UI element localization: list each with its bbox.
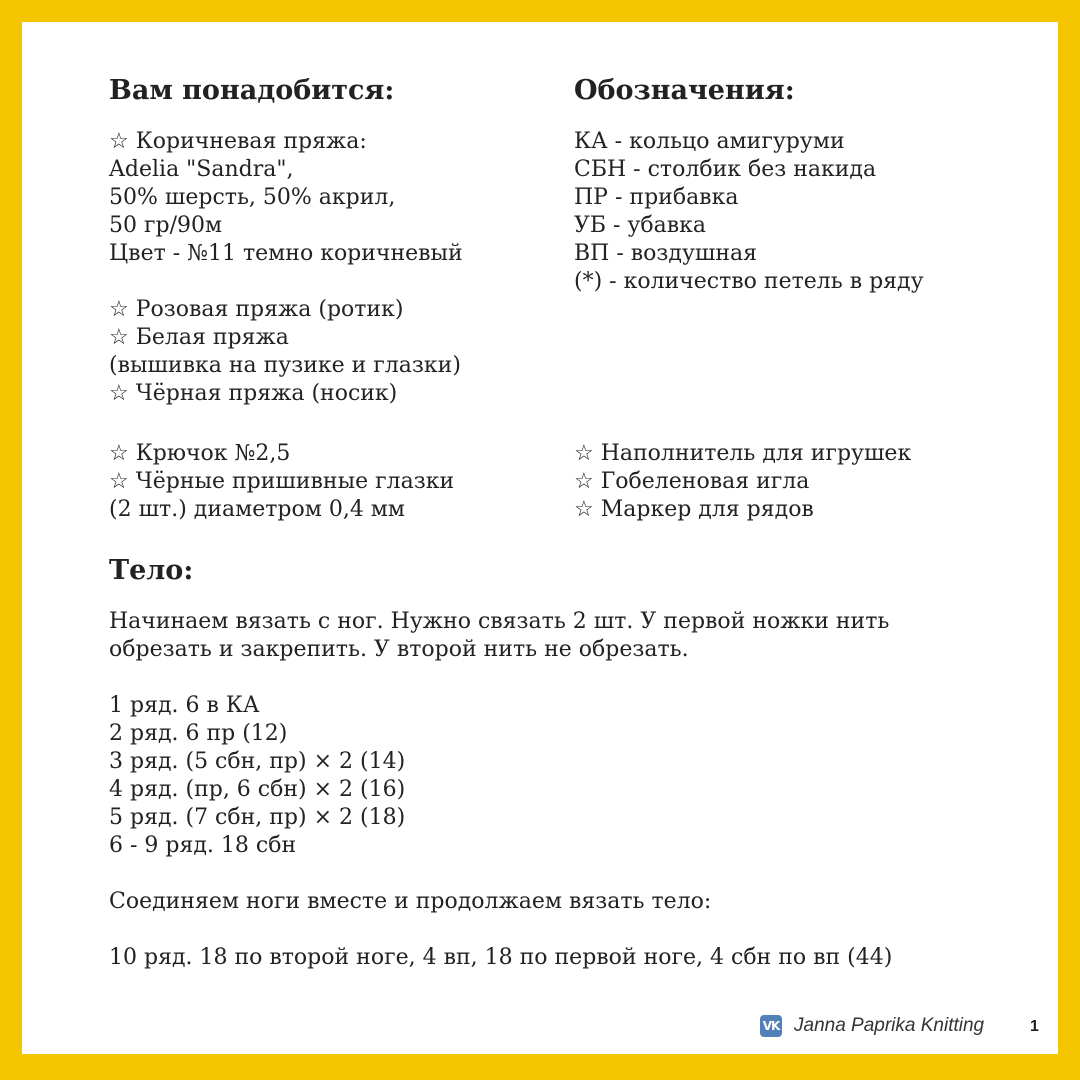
legend-column (574, 72, 1044, 296)
list-item: ВП - воздушная (574, 241, 758, 266)
pattern-row: 4 ряд. (пр, 6 сбн) × 2 (16) (109, 777, 406, 802)
list-item: КА - кольцо амигуруми (574, 129, 845, 154)
list-item: Adelia "Sandra", (109, 157, 294, 182)
pattern-row: 6 - 9 ряд. 18 сбн (109, 833, 297, 858)
list-item: ☆ Чёрная пряжа (носик) (109, 381, 398, 406)
brand-name[interactable]: Janna Paprika Knitting (794, 1015, 985, 1036)
body-section (109, 552, 1009, 972)
paragraph-line: обрезать и закрепить. У второй нить не обрезать. (109, 637, 689, 662)
tools-left-list (109, 440, 454, 524)
pattern-page (22, 22, 1058, 1054)
materials-column (109, 72, 559, 408)
body-heading: Тело: (109, 555, 194, 586)
list-item: ☆ Наполнитель для игрушек (574, 441, 912, 466)
list-item: ☆ Розовая пряжа (ротик) (109, 297, 404, 322)
yarn-brown-list (109, 128, 559, 268)
rows-list (109, 692, 1009, 860)
tools-right-list (574, 440, 911, 524)
list-item: 50% шерсть, 50% акрил, (109, 185, 396, 210)
legend-heading: Обозначения: (574, 75, 795, 106)
list-item: (вышивка на пузике и глазки) (109, 353, 461, 378)
list-item: ☆ Крючок №2,5 (109, 441, 291, 466)
list-item: СБН - столбик без накида (574, 157, 877, 182)
materials-heading: Вам понадобится: (109, 75, 395, 106)
list-item: ☆ Маркер для рядов (574, 497, 814, 522)
list-item: (2 шт.) диаметром 0,4 мм (109, 497, 406, 522)
legend-list (574, 128, 1044, 296)
list-item: Цвет - №11 темно коричневый (109, 241, 463, 266)
vk-icon[interactable]: VK (760, 1015, 782, 1037)
pattern-row-10: 10 ряд. 18 по второй ноге, 4 вп, 18 по первой ноге, 4 сбн по вп (44) (109, 945, 893, 970)
pattern-row: 1 ряд. 6 в КА (109, 693, 260, 718)
list-item: ПР - прибавка (574, 185, 739, 210)
list-item: ☆ Чёрные пришивные глазки (109, 469, 455, 494)
pattern-row: 3 ряд. (5 сбн, пр) × 2 (14) (109, 749, 406, 774)
yarn-other-list (109, 296, 559, 408)
page-number: 1 (1030, 1018, 1039, 1035)
footer-brand[interactable] (760, 1015, 984, 1037)
list-item: (*) - количество петель в ряду (574, 269, 924, 294)
list-item: УБ - убавка (574, 213, 707, 238)
paragraph-line: Начинаем вязать с ног. Нужно связать 2 шт. У первой ножки нить (109, 609, 890, 634)
list-item: ☆ Белая пряжа (109, 325, 289, 350)
list-item: ☆ Гобеленовая игла (574, 469, 810, 494)
pattern-row: 2 ряд. 6 пр (12) (109, 721, 288, 746)
intro-paragraph (109, 608, 1009, 664)
list-item: 50 гр/90м (109, 213, 223, 238)
list-item: ☆ Коричневая пряжа: (109, 129, 367, 154)
pattern-row: 5 ряд. (7 сбн, пр) × 2 (18) (109, 805, 406, 830)
join-text: Соединяем ноги вместе и продолжаем вязать тело: (109, 889, 712, 914)
